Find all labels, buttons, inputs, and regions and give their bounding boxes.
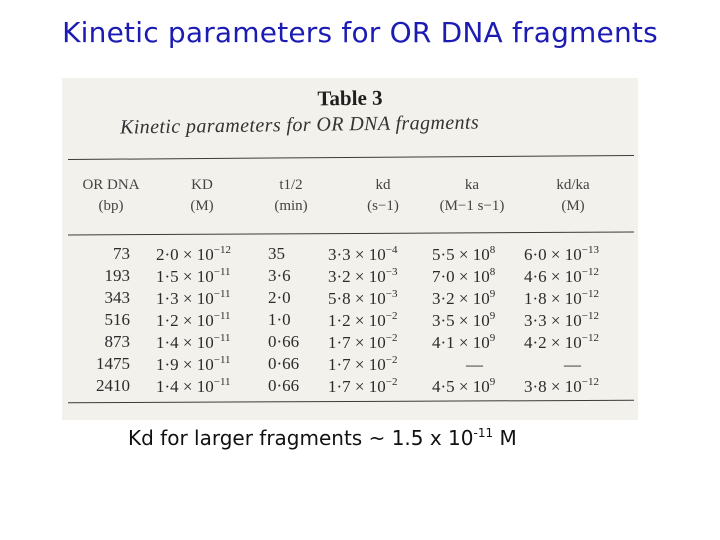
- cell-ka: $5\cdot 5 \times 10^8$: [432, 244, 496, 264]
- cell-ka: $7\cdot 0 \times 10^8$: [432, 266, 496, 286]
- scanned-table-image: [62, 78, 638, 420]
- cell-bp: 343: [104, 288, 130, 307]
- cell-kd: $3\cdot 2 \times 10^{-3}$: [328, 266, 398, 286]
- table-row: [62, 266, 638, 288]
- cell-bp: 73: [113, 244, 130, 263]
- cell-kD: $1\cdot 3 \times 10^{-11}$: [156, 288, 231, 308]
- cell-bp: 2410: [96, 376, 130, 395]
- cell-bp: 873: [104, 332, 130, 351]
- table-row: [62, 354, 638, 376]
- cell-ratio: $6\cdot 0 \times 10^{-13}$: [524, 244, 599, 264]
- cell-ka: —: [466, 355, 483, 374]
- cell-ka: $3\cdot 5 \times 10^9$: [432, 310, 496, 330]
- cell-ka: $4\cdot 1 \times 10^9$: [432, 332, 496, 352]
- slide-title: Kinetic parameters for OR DNA fragments: [62, 16, 658, 49]
- cell-bp: 516: [104, 310, 130, 329]
- cell-t-half: 2·0: [268, 288, 291, 307]
- table-row: [62, 376, 638, 398]
- cell-ratio: $1\cdot 8 \times 10^{-12}$: [524, 288, 599, 308]
- cell-kD: $2\cdot 0 \times 10^{-12}$: [156, 244, 231, 264]
- cell-kd: $1\cdot 2 \times 10^{-2}$: [328, 310, 398, 330]
- cell-kD: $1\cdot 9 \times 10^{-11}$: [156, 354, 231, 374]
- cell-kD: $1\cdot 4 \times 10^{-11}$: [156, 332, 231, 352]
- cell-t-half: 35: [268, 244, 285, 263]
- table-row: [62, 244, 638, 266]
- cell-t-half: 0·66: [268, 332, 300, 351]
- cell-t-half: 3·6: [268, 266, 291, 285]
- cell-ka: $3\cdot 2 \times 10^9$: [432, 288, 496, 308]
- cell-kd: $5\cdot 8 \times 10^{-3}$: [328, 288, 398, 308]
- table-body: [62, 244, 638, 398]
- cell-t-half: 0·66: [268, 376, 300, 395]
- table-bottom-rule: [68, 400, 634, 403]
- cell-t-half: 0·66: [268, 354, 300, 373]
- header-half-life: t1/2 (min): [274, 177, 308, 214]
- cell-kD: $1\cdot 2 \times 10^{-11}$: [156, 310, 231, 330]
- cell-kd: $1\cdot 7 \times 10^{-2}$: [328, 354, 398, 374]
- summary-note: Kd for larger fragments ~ 1.5 x $10^{-11}$ M: [128, 426, 517, 450]
- header-or-dna: OR DNA (bp): [82, 177, 140, 214]
- table-label: Table 3: [317, 85, 383, 111]
- cell-ratio: $4\cdot 2 \times 10^{-12}$: [524, 332, 599, 352]
- table-top-rule: [68, 155, 634, 160]
- header-kd-equilibrium: KD (M): [190, 177, 214, 214]
- cell-ratio: $3\cdot 8 \times 10^{-12}$: [524, 376, 599, 396]
- header-ka-association: ka (M−1 s−1): [439, 177, 505, 214]
- table-caption: Kinetic parameters for OR DNA fragments: [119, 111, 480, 139]
- cell-t-half: 1·0: [268, 310, 291, 329]
- table-row: [62, 310, 638, 332]
- header-kd-over-ka: kd/ka (M): [556, 177, 590, 214]
- cell-bp: 1475: [96, 354, 130, 373]
- cell-kD: $1\cdot 4 \times 10^{-11}$: [156, 376, 231, 396]
- header-rule: [68, 232, 634, 236]
- header-kd-dissociation: kd (s−1): [367, 177, 399, 214]
- cell-kd: $3\cdot 3 \times 10^{-4}$: [328, 244, 398, 264]
- table-row: [62, 332, 638, 354]
- cell-kD: $1\cdot 5 \times 10^{-11}$: [156, 266, 231, 286]
- cell-ratio: $3\cdot 3 \times 10^{-12}$: [524, 310, 599, 330]
- cell-kd: $1\cdot 7 \times 10^{-2}$: [328, 376, 398, 396]
- cell-bp: 193: [104, 266, 130, 285]
- cell-ka: $4\cdot 5 \times 10^9$: [432, 376, 496, 396]
- cell-ratio: —: [564, 355, 581, 374]
- table-row: [62, 288, 638, 310]
- cell-kd: $1\cdot 7 \times 10^{-2}$: [328, 332, 398, 352]
- cell-ratio: $4\cdot 6 \times 10^{-12}$: [524, 266, 599, 286]
